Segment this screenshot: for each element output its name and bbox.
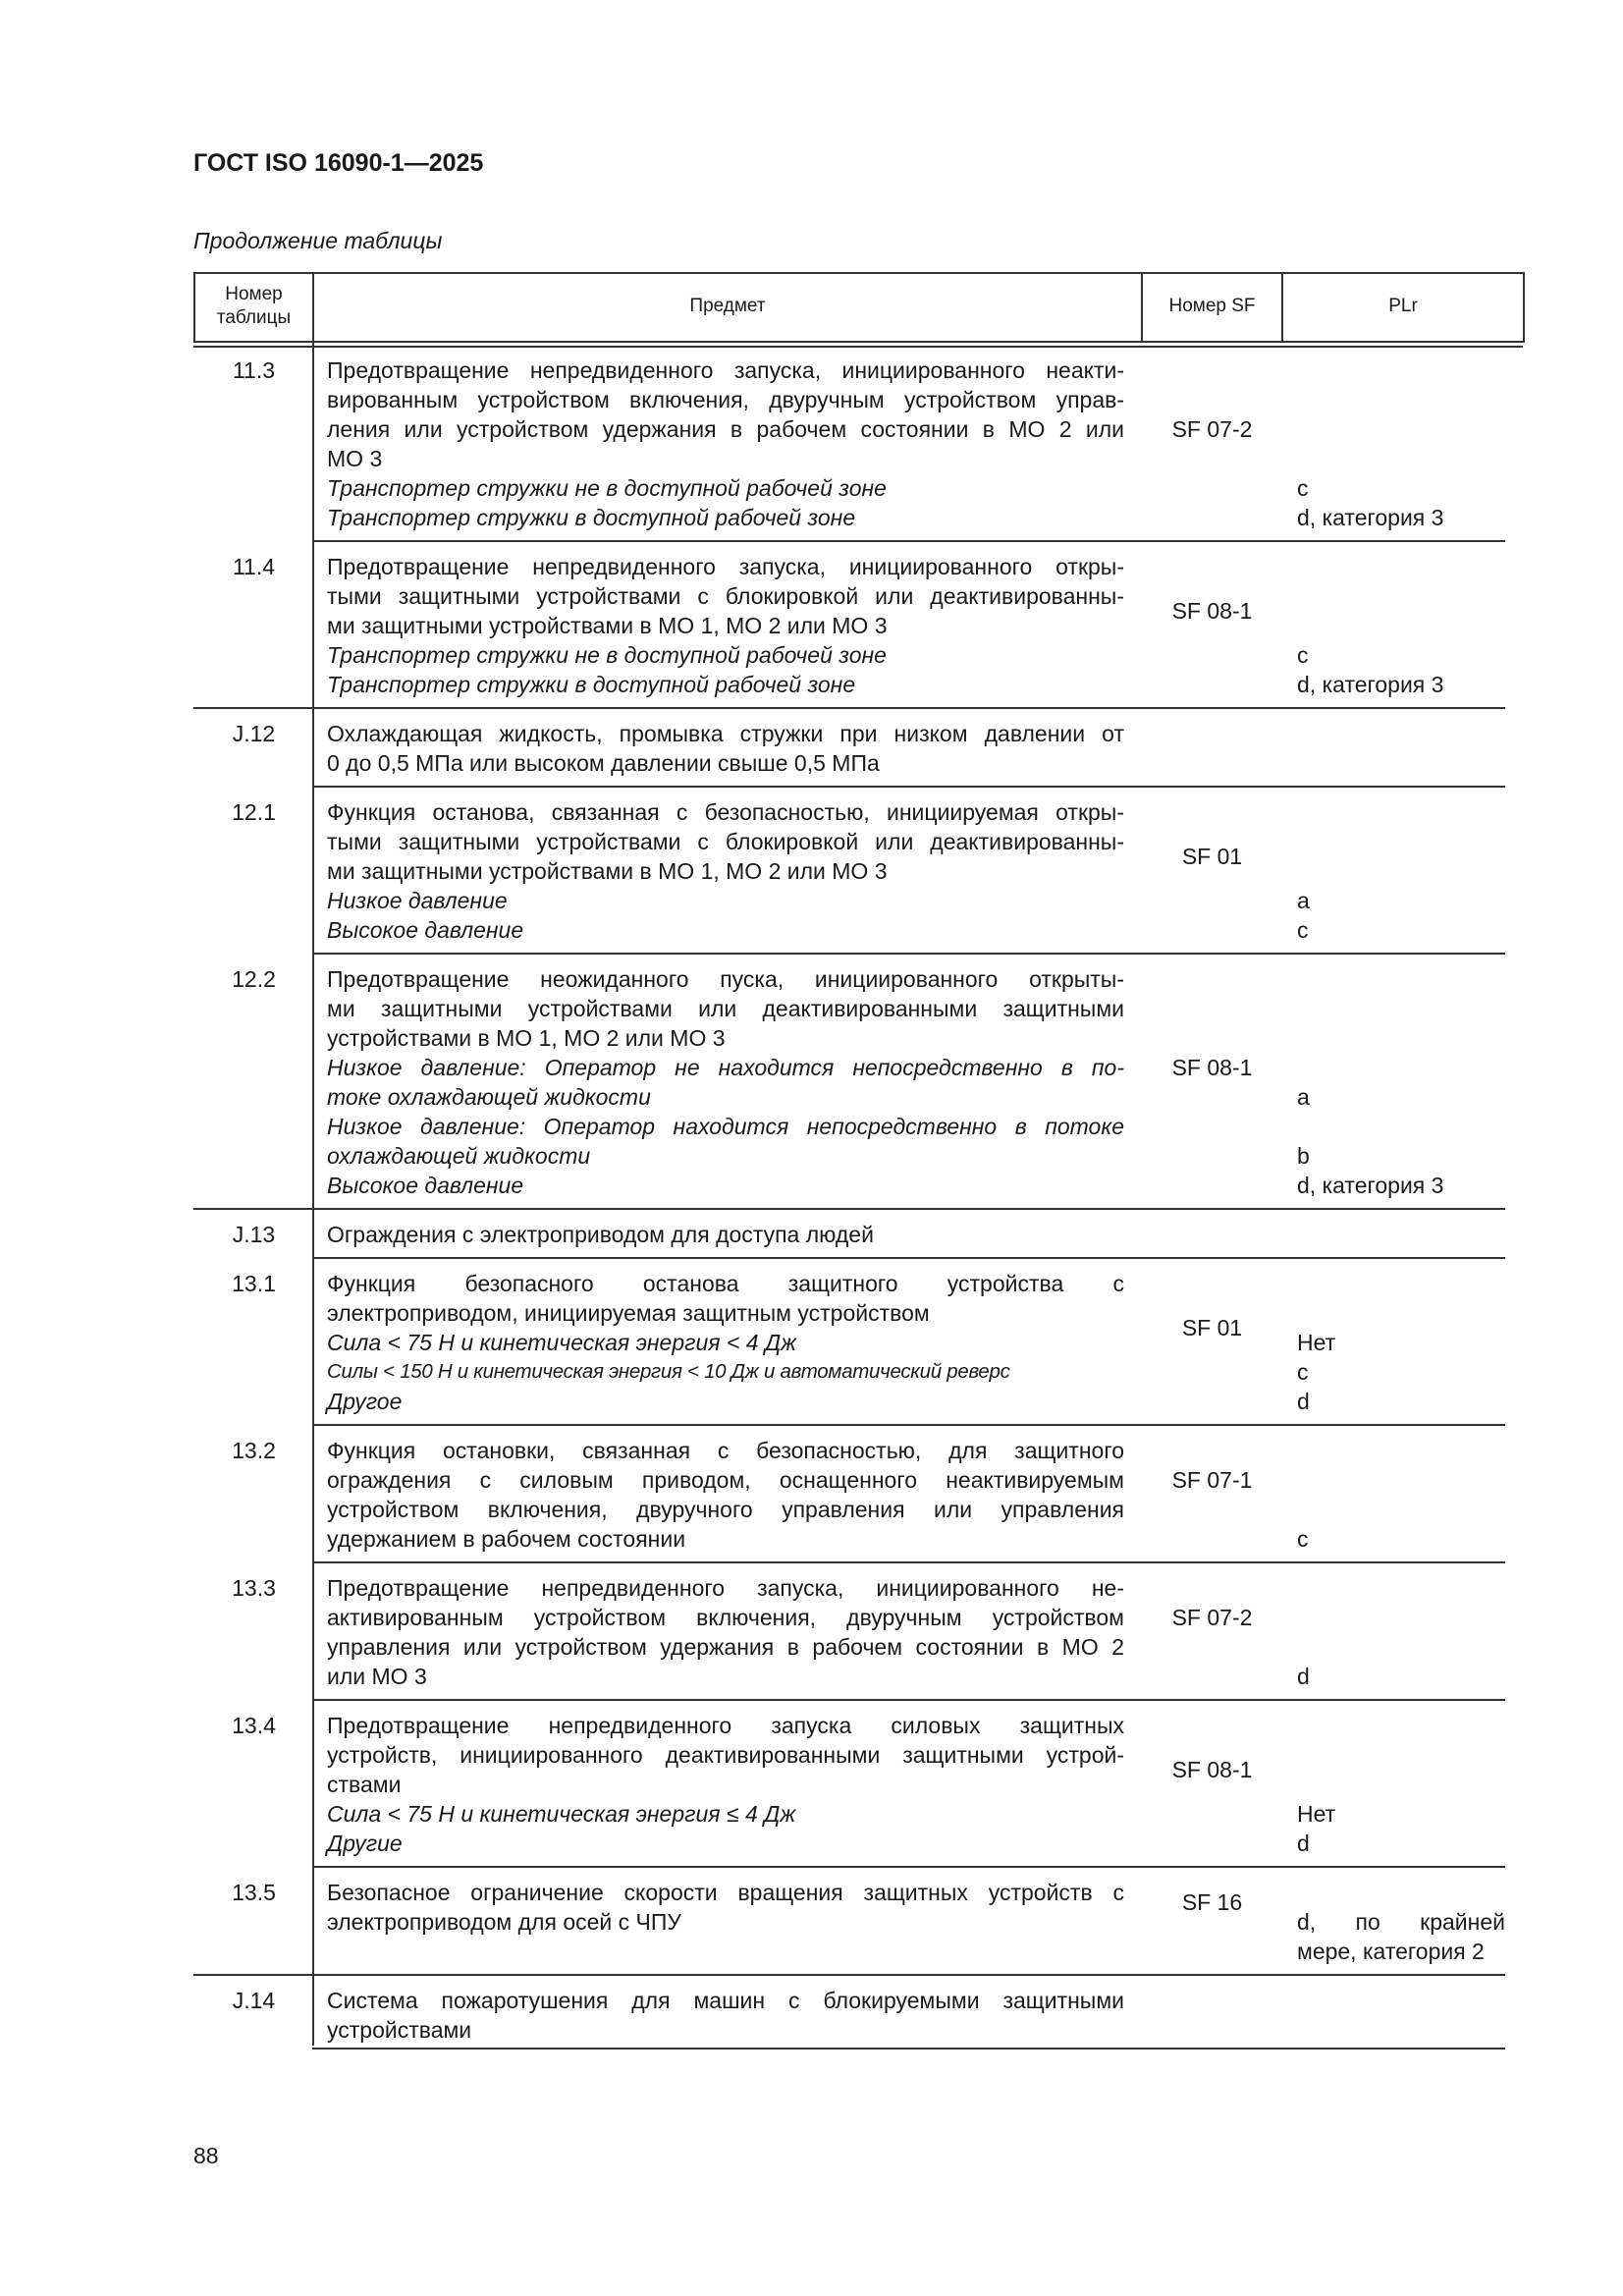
- subject-text: устройствами в МО 1, МО 2 или МО 3: [327, 1025, 726, 1051]
- row-separator: [312, 1561, 1505, 1563]
- column-header-sf-number: Номер SF: [1168, 296, 1256, 316]
- row-number: 13.3: [232, 1575, 276, 1601]
- plr-value: мере, категория 2: [1297, 1939, 1485, 1964]
- subject-text: Функция остановки, связанная с безопасностью, для защитного: [327, 1438, 1124, 1463]
- column-divider-1: [312, 272, 314, 2046]
- subject-text: вированным устройством включения, двуручным устройством управ-: [327, 387, 1124, 412]
- plr-value: d, категория 3: [1297, 1173, 1444, 1198]
- row-separator: [312, 786, 1505, 788]
- subject-case: Низкое давление: Оператор находится непосредственно в потоке: [327, 1114, 1124, 1139]
- subject-text: ми защитными устройствами в МО 1, МО 2 или МО 3: [327, 858, 888, 884]
- row-separator: [312, 1257, 1505, 1259]
- row-number: 13.5: [232, 1880, 276, 1905]
- subject-case: Низкое давление: Оператор не находится непосредственно в по-: [327, 1055, 1124, 1080]
- header-divider: [1523, 272, 1525, 343]
- subject-text: ми защитными устройствами в МО 1, МО 2 или МО 3: [327, 613, 888, 638]
- sf-number: SF 08-1: [1171, 1055, 1253, 1080]
- subject-text: устройствами: [327, 2017, 472, 2043]
- column-header-plr: PLr: [1388, 296, 1418, 316]
- subject-text: устройством включения, двуручного управления или управления: [327, 1497, 1124, 1522]
- sf-number: SF 08-1: [1171, 598, 1253, 624]
- table-bottom-border: [312, 2048, 1505, 2050]
- row-separator: [312, 1424, 1505, 1426]
- subject-case: Высокое давление: [327, 1173, 524, 1198]
- subject-text: Функция безопасного останова защитного устройства с: [327, 1271, 1124, 1296]
- subject-case: Транспортер стружки в доступной рабочей зоне: [327, 505, 856, 530]
- header-bottom-border-double: [193, 346, 1523, 348]
- subject-case: Транспортер стружки не в доступной рабочей зоне: [327, 642, 887, 668]
- subject-text: или МО 3: [327, 1664, 427, 1689]
- subject-text: Предотвращение непредвиденного запуска, инициированного неакти-: [327, 357, 1124, 383]
- column-header-subject: Предмет: [689, 296, 766, 316]
- subject-text: ми защитными устройствами или деактивированными защитными: [327, 996, 1124, 1021]
- subject-case: Высокое давление: [327, 917, 524, 943]
- subject-text: Предотвращение неожиданного пуска, инициированного открыты-: [327, 966, 1124, 992]
- subject-text: тыми защитными устройствами с блокировкой или деактивированны-: [327, 583, 1124, 609]
- plr-value: Нет: [1297, 1330, 1336, 1355]
- subject-text: Безопасное ограничение скорости вращения защитных устройств с: [327, 1880, 1124, 1905]
- subject-text: управления или устройством удержания в рабочем состоянии в МО 2: [327, 1634, 1124, 1660]
- row-number: 13.2: [232, 1438, 276, 1463]
- subject-text: тыми защитными устройствами с блокировкой или деактивированны-: [327, 829, 1124, 854]
- plr-value: c: [1297, 642, 1309, 668]
- subject-text: Охлаждающая жидкость, промывка стружки при низком давлении от: [327, 721, 1124, 746]
- subject-case: Другое: [327, 1389, 403, 1414]
- subject-case: Низкое давление: [327, 888, 508, 913]
- subject-text: ствами: [327, 1772, 402, 1797]
- row-number: J.13: [232, 1222, 276, 1247]
- sf-number: SF 16: [1181, 1889, 1243, 1915]
- row-separator: [193, 1974, 1505, 1976]
- page-header-title: ГОСТ ISO 16090-1—2025: [193, 149, 484, 177]
- subject-case: Силы < 150 Н и кинетическая энергия < 10 Дж и автоматический реверс: [327, 1360, 1010, 1383]
- subject-case: токе охлаждающей жидкости: [327, 1084, 651, 1110]
- column-header-table-number: Номер таблицы: [216, 284, 292, 328]
- plr-value: c: [1297, 1359, 1309, 1385]
- row-number: J.12: [232, 721, 276, 746]
- plr-value: d, категория 3: [1297, 505, 1444, 530]
- row-number: 13.4: [232, 1713, 276, 1738]
- row-number: 11.4: [232, 554, 276, 579]
- row-separator: [312, 953, 1505, 955]
- row-separator: [312, 1866, 1505, 1868]
- subject-case: Сила < 75 Н и кинетическая энергия < 4 Дж: [327, 1330, 796, 1355]
- plr-value: b: [1297, 1143, 1310, 1169]
- subject-text: ления или устройством удержания в рабочем состоянии в МО 2 или: [327, 416, 1124, 442]
- subject-text: электроприводом, инициируемая защитным устройством: [327, 1300, 930, 1326]
- subject-text: 0 до 0,5 МПа или высоком давлении свыше 0,5 МПа: [327, 750, 880, 776]
- subject-text: Предотвращение непредвиденного запуска, инициированного не-: [327, 1575, 1124, 1601]
- subject-text: электроприводом для осей с ЧПУ: [327, 1909, 682, 1935]
- subject-case: Сила < 75 Н и кинетическая энергия ≤ 4 Дж: [327, 1801, 796, 1827]
- subject-text: Ограждения с электроприводом для доступа людей: [327, 1222, 874, 1247]
- sf-number: SF 01: [1181, 844, 1243, 869]
- row-number: 13.1: [232, 1271, 276, 1296]
- plr-value: c: [1297, 475, 1309, 501]
- plr-value: d: [1297, 1664, 1310, 1689]
- subject-text: Предотвращение непредвиденного запуска, инициированного откры-: [327, 554, 1124, 579]
- header-bottom-border: [193, 341, 1523, 343]
- subject-text: устройств, инициированного деактивированными защитными устрой-: [327, 1742, 1124, 1768]
- row-separator: [312, 1699, 1505, 1701]
- row-number: 12.1: [232, 799, 276, 825]
- row-number: 12.2: [232, 966, 276, 992]
- plr-value: d, категория 3: [1297, 672, 1444, 697]
- subject-case: Транспортер стружки не в доступной рабочей зоне: [327, 475, 887, 501]
- table-top-border: [193, 272, 1523, 274]
- subject-text: удержанием в рабочем состоянии: [327, 1526, 686, 1552]
- subject-text: Система пожаротушения для машин с блокируемыми защитными: [327, 1988, 1124, 2013]
- table-caption: Продолжение таблицы: [193, 228, 443, 253]
- page-number: 88: [193, 2143, 219, 2168]
- row-number: 11.3: [232, 357, 276, 383]
- plr-value: a: [1297, 1084, 1310, 1110]
- sf-number: SF 07-1: [1171, 1467, 1253, 1493]
- sf-number: SF 07-2: [1171, 416, 1253, 442]
- subject-case: охлаждающей жидкости: [327, 1143, 591, 1169]
- plr-value: d, по крайней: [1297, 1909, 1505, 1935]
- subject-case: Транспортер стружки в доступной рабочей зоне: [327, 672, 856, 697]
- row-separator: [193, 1208, 1505, 1210]
- subject-text: активированным устройством включения, двуручным устройством: [327, 1605, 1124, 1630]
- sf-number: SF 07-2: [1171, 1605, 1253, 1630]
- subject-text: ограждения с силовым приводом, оснащенного неактивируемым: [327, 1467, 1124, 1493]
- subject-text: МО 3: [327, 446, 383, 471]
- subject-text: Функция останова, связанная с безопасностью, инициируемая откры-: [327, 799, 1124, 825]
- sf-number: SF 08-1: [1171, 1757, 1253, 1782]
- plr-value: a: [1297, 888, 1310, 913]
- plr-value: c: [1297, 917, 1309, 943]
- plr-value: d: [1297, 1831, 1310, 1856]
- plr-value: Нет: [1297, 1801, 1336, 1827]
- plr-value: d: [1297, 1389, 1310, 1414]
- plr-value: c: [1297, 1526, 1309, 1552]
- subject-case: Другие: [327, 1831, 403, 1856]
- sf-number: SF 01: [1181, 1315, 1243, 1340]
- row-number: J.14: [232, 1988, 276, 2013]
- subject-text: Предотвращение непредвиденного запуска силовых защитных: [327, 1713, 1124, 1738]
- row-separator: [312, 540, 1505, 542]
- row-separator: [193, 707, 1505, 709]
